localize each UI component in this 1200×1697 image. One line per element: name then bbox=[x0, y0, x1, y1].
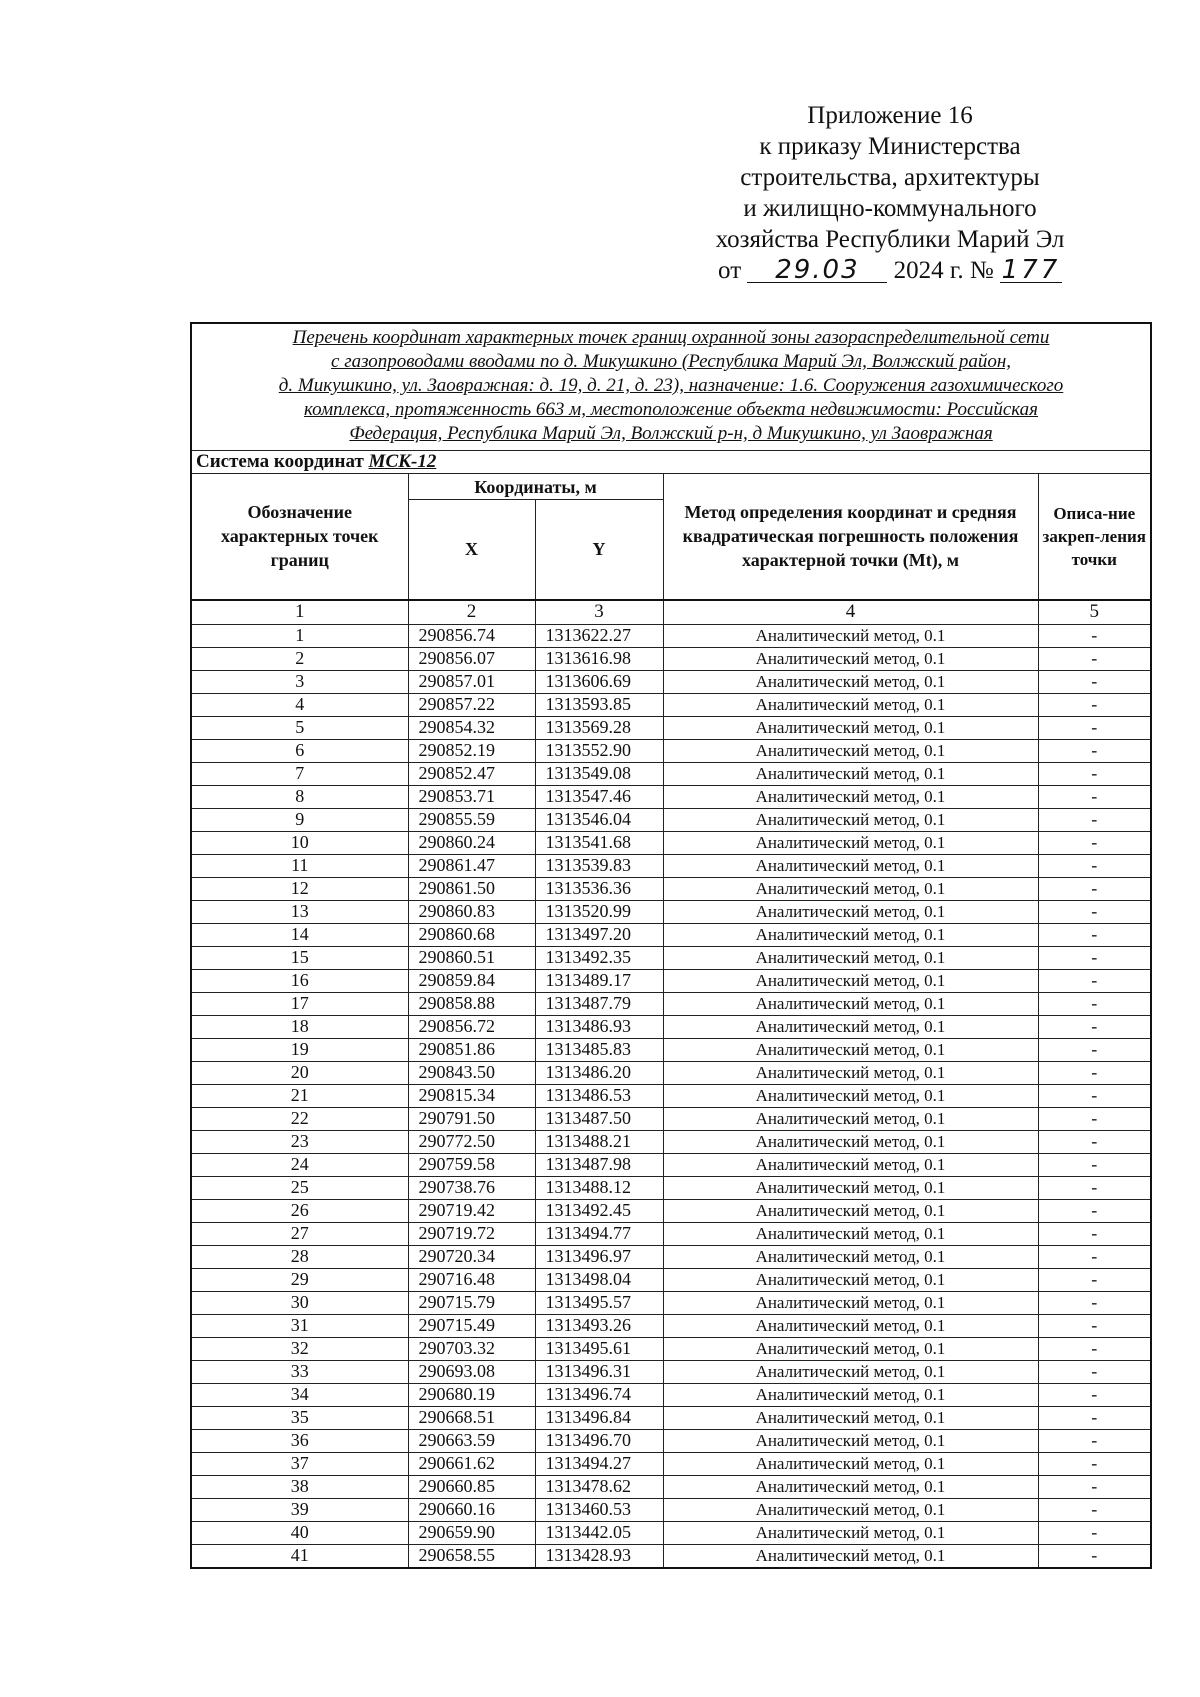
y-coordinate-cell: 1313486.53 bbox=[535, 1084, 663, 1107]
table-row bbox=[191, 1475, 1151, 1498]
table-row bbox=[191, 1038, 1151, 1061]
table-row bbox=[191, 1245, 1151, 1268]
y-coordinate-cell: 1313497.20 bbox=[535, 923, 663, 946]
description-cell: - bbox=[1038, 1498, 1151, 1521]
x-coordinate-cell: 290719.72 bbox=[408, 1222, 535, 1245]
table-row bbox=[191, 900, 1151, 923]
table-row bbox=[191, 1498, 1151, 1521]
description-cell: - bbox=[1038, 1544, 1151, 1568]
y-coordinate-cell: 1313487.50 bbox=[535, 1107, 663, 1130]
header-line-4: и жилищно-коммунального bbox=[743, 195, 1037, 222]
description-cell: - bbox=[1038, 1245, 1151, 1268]
description-cell: - bbox=[1038, 1153, 1151, 1176]
description-cell: - bbox=[1038, 670, 1151, 693]
description-cell: - bbox=[1038, 877, 1151, 900]
x-coordinate-cell: 290772.50 bbox=[408, 1130, 535, 1153]
title-line-2: с газопроводами вводами по д. Микушкино (Республика Марий Эл, Волжский район, bbox=[331, 351, 1012, 372]
method-cell: Аналитический метод, 0.1 bbox=[663, 1107, 1038, 1130]
method-cell: Аналитический метод, 0.1 bbox=[663, 1314, 1038, 1337]
x-coordinate-cell: 290852.47 bbox=[408, 762, 535, 785]
y-coordinate-cell: 1313488.21 bbox=[535, 1130, 663, 1153]
x-coordinate-cell: 290661.62 bbox=[408, 1452, 535, 1475]
point-number-cell: 10 bbox=[191, 831, 408, 854]
description-cell: - bbox=[1038, 1038, 1151, 1061]
description-cell: - bbox=[1038, 1061, 1151, 1084]
x-coordinate-cell: 290858.88 bbox=[408, 992, 535, 1015]
y-coordinate-cell: 1313496.84 bbox=[535, 1406, 663, 1429]
x-coordinate-cell: 290853.71 bbox=[408, 785, 535, 808]
header-description: Описа-ние закреп-ления точки bbox=[1038, 474, 1151, 600]
point-number-cell: 31 bbox=[191, 1314, 408, 1337]
title-line-3: д. Микушкино, ул. Заовражная: д. 19, д. 21, д. 23), назначение: 1.6. Сооружения газохимического bbox=[278, 375, 1064, 396]
method-cell: Аналитический метод, 0.1 bbox=[663, 1291, 1038, 1314]
method-cell: Аналитический метод, 0.1 bbox=[663, 1498, 1038, 1521]
description-cell: - bbox=[1038, 624, 1151, 647]
description-cell: - bbox=[1038, 992, 1151, 1015]
title-line-5: Федерация, Республика Марий Эл, Волжский р-н, д Микушкино, ул Заовражная bbox=[349, 423, 993, 444]
y-coordinate-cell: 1313494.77 bbox=[535, 1222, 663, 1245]
description-cell: - bbox=[1038, 1130, 1151, 1153]
y-coordinate-cell: 1313546.04 bbox=[535, 808, 663, 831]
y-coordinate-cell: 1313487.79 bbox=[535, 992, 663, 1015]
point-number-cell: 35 bbox=[191, 1406, 408, 1429]
point-number-cell: 26 bbox=[191, 1199, 408, 1222]
y-coordinate-cell: 1313496.70 bbox=[535, 1429, 663, 1452]
point-number-cell: 24 bbox=[191, 1153, 408, 1176]
table-row bbox=[191, 923, 1151, 946]
method-cell: Аналитический метод, 0.1 bbox=[663, 1153, 1038, 1176]
x-coordinate-cell: 290815.34 bbox=[408, 1084, 535, 1107]
x-coordinate-cell: 290857.22 bbox=[408, 693, 535, 716]
y-coordinate-cell: 1313488.12 bbox=[535, 1176, 663, 1199]
method-cell: Аналитический метод, 0.1 bbox=[663, 923, 1038, 946]
header-line-3: строительства, архитектуры bbox=[740, 164, 1040, 191]
point-number-cell: 16 bbox=[191, 969, 408, 992]
header-method: Метод определения координат и средняя квадратическая погрешность положения характерной точки (Mt), м bbox=[663, 474, 1038, 600]
table-row bbox=[191, 1544, 1151, 1568]
table-title bbox=[191, 323, 1151, 451]
x-coordinate-cell: 290680.19 bbox=[408, 1383, 535, 1406]
x-coordinate-cell: 290851.86 bbox=[408, 1038, 535, 1061]
x-coordinate-cell: 290860.51 bbox=[408, 946, 535, 969]
column-number-row bbox=[191, 600, 1151, 625]
point-number-cell: 39 bbox=[191, 1498, 408, 1521]
method-cell: Аналитический метод, 0.1 bbox=[663, 1222, 1038, 1245]
y-coordinate-cell: 1313593.85 bbox=[535, 693, 663, 716]
table-row bbox=[191, 1383, 1151, 1406]
x-coordinate-cell: 290857.01 bbox=[408, 670, 535, 693]
table-row bbox=[191, 670, 1151, 693]
description-cell: - bbox=[1038, 1222, 1151, 1245]
y-coordinate-cell: 1313552.90 bbox=[535, 739, 663, 762]
method-cell: Аналитический метод, 0.1 bbox=[663, 900, 1038, 923]
description-cell: - bbox=[1038, 1360, 1151, 1383]
method-cell: Аналитический метод, 0.1 bbox=[663, 670, 1038, 693]
point-number-cell: 3 bbox=[191, 670, 408, 693]
x-coordinate-cell: 290660.85 bbox=[408, 1475, 535, 1498]
method-cell: Аналитический метод, 0.1 bbox=[663, 1452, 1038, 1475]
y-coordinate-cell: 1313486.20 bbox=[535, 1061, 663, 1084]
x-coordinate-cell: 290859.84 bbox=[408, 969, 535, 992]
point-number-cell: 6 bbox=[191, 739, 408, 762]
method-cell: Аналитический метод, 0.1 bbox=[663, 854, 1038, 877]
point-number-cell: 14 bbox=[191, 923, 408, 946]
method-cell: Аналитический метод, 0.1 bbox=[663, 762, 1038, 785]
point-number-cell: 5 bbox=[191, 716, 408, 739]
method-cell: Аналитический метод, 0.1 bbox=[663, 831, 1038, 854]
x-coordinate-cell: 290860.24 bbox=[408, 831, 535, 854]
coordinate-system bbox=[191, 451, 1151, 474]
x-coordinate-cell: 290854.32 bbox=[408, 716, 535, 739]
method-cell: Аналитический метод, 0.1 bbox=[663, 1360, 1038, 1383]
header-coordinates: Координаты, м bbox=[408, 474, 663, 500]
description-cell: - bbox=[1038, 762, 1151, 785]
point-number-cell: 21 bbox=[191, 1084, 408, 1107]
x-coordinate-cell: 290715.79 bbox=[408, 1291, 535, 1314]
table-row bbox=[191, 647, 1151, 670]
header-row-1 bbox=[191, 474, 1151, 500]
x-coordinate-cell: 290856.74 bbox=[408, 624, 535, 647]
title-line-4: комплекса, протяженность 663 м, местоположение объекта недвижимости: Российская bbox=[304, 399, 1039, 420]
table-row bbox=[191, 716, 1151, 739]
y-coordinate-cell: 1313487.98 bbox=[535, 1153, 663, 1176]
y-coordinate-cell: 1313496.97 bbox=[535, 1245, 663, 1268]
description-cell: - bbox=[1038, 1337, 1151, 1360]
point-number-cell: 2 bbox=[191, 647, 408, 670]
table-row bbox=[191, 785, 1151, 808]
table-row bbox=[191, 854, 1151, 877]
point-number-cell: 29 bbox=[191, 1268, 408, 1291]
table-row bbox=[191, 1153, 1151, 1176]
x-coordinate-cell: 290659.90 bbox=[408, 1521, 535, 1544]
point-number-cell: 8 bbox=[191, 785, 408, 808]
description-cell: - bbox=[1038, 854, 1151, 877]
x-coordinate-cell: 290668.51 bbox=[408, 1406, 535, 1429]
point-number-cell: 22 bbox=[191, 1107, 408, 1130]
point-number-cell: 40 bbox=[191, 1521, 408, 1544]
y-coordinate-cell: 1313569.28 bbox=[535, 716, 663, 739]
description-cell: - bbox=[1038, 923, 1151, 946]
description-cell: - bbox=[1038, 1452, 1151, 1475]
point-number-cell: 4 bbox=[191, 693, 408, 716]
method-cell: Аналитический метод, 0.1 bbox=[663, 1015, 1038, 1038]
x-coordinate-cell: 290860.83 bbox=[408, 900, 535, 923]
header-line-5: хозяйства Республики Марий Эл bbox=[715, 226, 1065, 253]
point-number-cell: 27 bbox=[191, 1222, 408, 1245]
y-coordinate-cell: 1313489.17 bbox=[535, 969, 663, 992]
x-coordinate-cell: 290791.50 bbox=[408, 1107, 535, 1130]
point-number-cell: 37 bbox=[191, 1452, 408, 1475]
description-cell: - bbox=[1038, 647, 1151, 670]
point-number-cell: 25 bbox=[191, 1176, 408, 1199]
handwritten-order-number: 177 bbox=[1001, 255, 1061, 285]
y-coordinate-cell: 1313520.99 bbox=[535, 900, 663, 923]
column-number: 2 bbox=[408, 600, 535, 625]
method-cell: Аналитический метод, 0.1 bbox=[663, 647, 1038, 670]
description-cell: - bbox=[1038, 1314, 1151, 1337]
point-number-cell: 7 bbox=[191, 762, 408, 785]
method-cell: Аналитический метод, 0.1 bbox=[663, 969, 1038, 992]
description-cell: - bbox=[1038, 1406, 1151, 1429]
description-cell: - bbox=[1038, 1521, 1151, 1544]
coordinate-system-label: Система координат bbox=[196, 451, 364, 472]
table-row bbox=[191, 877, 1151, 900]
y-coordinate-cell: 1313549.08 bbox=[535, 762, 663, 785]
y-coordinate-cell: 1313442.05 bbox=[535, 1521, 663, 1544]
table-row bbox=[191, 1268, 1151, 1291]
point-number-cell: 12 bbox=[191, 877, 408, 900]
x-coordinate-cell: 290693.08 bbox=[408, 1360, 535, 1383]
header-designation: Обозначение характерных точек границ bbox=[191, 474, 408, 600]
y-coordinate-cell: 1313494.27 bbox=[535, 1452, 663, 1475]
method-cell: Аналитический метод, 0.1 bbox=[663, 739, 1038, 762]
y-coordinate-cell: 1313428.93 bbox=[535, 1544, 663, 1568]
method-cell: Аналитический метод, 0.1 bbox=[663, 1521, 1038, 1544]
description-cell: - bbox=[1038, 1475, 1151, 1498]
x-coordinate-cell: 290660.16 bbox=[408, 1498, 535, 1521]
description-cell: - bbox=[1038, 900, 1151, 923]
coordinate-system-value: МСК-12 bbox=[368, 451, 437, 472]
method-cell: Аналитический метод, 0.1 bbox=[663, 1038, 1038, 1061]
x-coordinate-cell: 290856.07 bbox=[408, 647, 535, 670]
y-coordinate-cell: 1313606.69 bbox=[535, 670, 663, 693]
column-number: 1 bbox=[191, 600, 408, 625]
y-coordinate-cell: 1313493.26 bbox=[535, 1314, 663, 1337]
description-cell: - bbox=[1038, 693, 1151, 716]
y-coordinate-cell: 1313536.36 bbox=[535, 877, 663, 900]
point-number-cell: 34 bbox=[191, 1383, 408, 1406]
description-cell: - bbox=[1038, 1176, 1151, 1199]
y-coordinate-cell: 1313495.57 bbox=[535, 1291, 663, 1314]
y-coordinate-cell: 1313492.35 bbox=[535, 946, 663, 969]
point-number-cell: 38 bbox=[191, 1475, 408, 1498]
document-header bbox=[670, 100, 1110, 286]
y-coordinate-cell: 1313485.83 bbox=[535, 1038, 663, 1061]
table-row bbox=[191, 1199, 1151, 1222]
x-coordinate-cell: 290852.19 bbox=[408, 739, 535, 762]
description-cell: - bbox=[1038, 716, 1151, 739]
column-number: 3 bbox=[535, 600, 663, 625]
point-number-cell: 15 bbox=[191, 946, 408, 969]
handwritten-date: 29.03 bbox=[747, 258, 887, 283]
point-number-cell: 1 bbox=[191, 624, 408, 647]
table-row bbox=[191, 1130, 1151, 1153]
method-cell: Аналитический метод, 0.1 bbox=[663, 1084, 1038, 1107]
x-coordinate-cell: 290759.58 bbox=[408, 1153, 535, 1176]
y-coordinate-cell: 1313616.98 bbox=[535, 647, 663, 670]
point-number-cell: 9 bbox=[191, 808, 408, 831]
y-coordinate-cell: 1313498.04 bbox=[535, 1268, 663, 1291]
table-row bbox=[191, 1360, 1151, 1383]
column-number: 4 bbox=[663, 600, 1038, 625]
header-y: Y bbox=[535, 500, 663, 600]
method-cell: Аналитический метод, 0.1 bbox=[663, 1061, 1038, 1084]
table-row bbox=[191, 808, 1151, 831]
y-coordinate-cell: 1313622.27 bbox=[535, 624, 663, 647]
point-number-cell: 19 bbox=[191, 1038, 408, 1061]
x-coordinate-cell: 290658.55 bbox=[408, 1544, 535, 1568]
y-coordinate-cell: 1313492.45 bbox=[535, 1199, 663, 1222]
description-cell: - bbox=[1038, 1107, 1151, 1130]
coordinate-system-row bbox=[191, 451, 1151, 474]
description-cell: - bbox=[1038, 969, 1151, 992]
method-cell: Аналитический метод, 0.1 bbox=[663, 716, 1038, 739]
table-row bbox=[191, 969, 1151, 992]
description-cell: - bbox=[1038, 1199, 1151, 1222]
x-coordinate-cell: 290855.59 bbox=[408, 808, 535, 831]
description-cell: - bbox=[1038, 946, 1151, 969]
x-coordinate-cell: 290860.68 bbox=[408, 923, 535, 946]
coordinates-table bbox=[190, 322, 1152, 1569]
x-coordinate-cell: 290715.49 bbox=[408, 1314, 535, 1337]
title-line-1: Перечень координат характерных точек границ охранной зоны газораспределительной сети bbox=[292, 327, 1050, 348]
method-cell: Аналитический метод, 0.1 bbox=[663, 693, 1038, 716]
table-row bbox=[191, 762, 1151, 785]
appendix-title: Приложение 16 bbox=[807, 102, 973, 129]
x-coordinate-cell: 290720.34 bbox=[408, 1245, 535, 1268]
table-row bbox=[191, 1429, 1151, 1452]
y-coordinate-cell: 1313495.61 bbox=[535, 1337, 663, 1360]
y-coordinate-cell: 1313496.74 bbox=[535, 1383, 663, 1406]
method-cell: Аналитический метод, 0.1 bbox=[663, 1268, 1038, 1291]
description-cell: - bbox=[1038, 785, 1151, 808]
method-cell: Аналитический метод, 0.1 bbox=[663, 785, 1038, 808]
table-row bbox=[191, 693, 1151, 716]
x-coordinate-cell: 290861.50 bbox=[408, 877, 535, 900]
method-cell: Аналитический метод, 0.1 bbox=[663, 946, 1038, 969]
header-line-2: к приказу Министерства bbox=[759, 133, 1021, 160]
table-row bbox=[191, 831, 1151, 854]
method-cell: Аналитический метод, 0.1 bbox=[663, 808, 1038, 831]
table-row bbox=[191, 1521, 1151, 1544]
method-cell: Аналитический метод, 0.1 bbox=[663, 1475, 1038, 1498]
table-row bbox=[191, 1452, 1151, 1475]
table-row bbox=[191, 739, 1151, 762]
point-number-cell: 30 bbox=[191, 1291, 408, 1314]
x-coordinate-cell: 290663.59 bbox=[408, 1429, 535, 1452]
method-cell: Аналитический метод, 0.1 bbox=[663, 1544, 1038, 1568]
column-number: 5 bbox=[1038, 600, 1151, 625]
y-coordinate-cell: 1313460.53 bbox=[535, 1498, 663, 1521]
x-coordinate-cell: 290861.47 bbox=[408, 854, 535, 877]
order-year: 2024 г. № bbox=[893, 257, 994, 284]
point-number-cell: 28 bbox=[191, 1245, 408, 1268]
method-cell: Аналитический метод, 0.1 bbox=[663, 877, 1038, 900]
header-x: X bbox=[408, 500, 535, 600]
method-cell: Аналитический метод, 0.1 bbox=[663, 1176, 1038, 1199]
y-coordinate-cell: 1313478.62 bbox=[535, 1475, 663, 1498]
table-row bbox=[191, 1176, 1151, 1199]
table-row bbox=[191, 1084, 1151, 1107]
description-cell: - bbox=[1038, 739, 1151, 762]
point-number-cell: 18 bbox=[191, 1015, 408, 1038]
point-number-cell: 13 bbox=[191, 900, 408, 923]
point-number-cell: 20 bbox=[191, 1061, 408, 1084]
description-cell: - bbox=[1038, 1291, 1151, 1314]
description-cell: - bbox=[1038, 1429, 1151, 1452]
y-coordinate-cell: 1313547.46 bbox=[535, 785, 663, 808]
method-cell: Аналитический метод, 0.1 bbox=[663, 1337, 1038, 1360]
method-cell: Аналитический метод, 0.1 bbox=[663, 1406, 1038, 1429]
description-cell: - bbox=[1038, 1383, 1151, 1406]
table-row bbox=[191, 1314, 1151, 1337]
description-cell: - bbox=[1038, 1084, 1151, 1107]
y-coordinate-cell: 1313539.83 bbox=[535, 854, 663, 877]
point-number-cell: 33 bbox=[191, 1360, 408, 1383]
table-title-row bbox=[191, 323, 1151, 451]
table-row bbox=[191, 1222, 1151, 1245]
y-coordinate-cell: 1313496.31 bbox=[535, 1360, 663, 1383]
table-row bbox=[191, 1107, 1151, 1130]
x-coordinate-cell: 290703.32 bbox=[408, 1337, 535, 1360]
point-number-cell: 41 bbox=[191, 1544, 408, 1568]
x-coordinate-cell: 290856.72 bbox=[408, 1015, 535, 1038]
table-row bbox=[191, 624, 1151, 647]
table-row bbox=[191, 992, 1151, 1015]
table-row bbox=[191, 1015, 1151, 1038]
table-row bbox=[191, 946, 1151, 969]
point-number-cell: 17 bbox=[191, 992, 408, 1015]
y-coordinate-cell: 1313541.68 bbox=[535, 831, 663, 854]
table-row bbox=[191, 1291, 1151, 1314]
x-coordinate-cell: 290738.76 bbox=[408, 1176, 535, 1199]
point-number-cell: 36 bbox=[191, 1429, 408, 1452]
method-cell: Аналитический метод, 0.1 bbox=[663, 992, 1038, 1015]
x-coordinate-cell: 290716.48 bbox=[408, 1268, 535, 1291]
point-number-cell: 23 bbox=[191, 1130, 408, 1153]
method-cell: Аналитический метод, 0.1 bbox=[663, 624, 1038, 647]
date-prefix: от bbox=[718, 257, 742, 284]
method-cell: Аналитический метод, 0.1 bbox=[663, 1383, 1038, 1406]
order-date-line bbox=[670, 255, 1110, 286]
y-coordinate-cell: 1313486.93 bbox=[535, 1015, 663, 1038]
description-cell: - bbox=[1038, 808, 1151, 831]
method-cell: Аналитический метод, 0.1 bbox=[663, 1199, 1038, 1222]
description-cell: - bbox=[1038, 831, 1151, 854]
x-coordinate-cell: 290843.50 bbox=[408, 1061, 535, 1084]
method-cell: Аналитический метод, 0.1 bbox=[663, 1245, 1038, 1268]
table-row bbox=[191, 1061, 1151, 1084]
method-cell: Аналитический метод, 0.1 bbox=[663, 1130, 1038, 1153]
description-cell: - bbox=[1038, 1268, 1151, 1291]
point-number-cell: 11 bbox=[191, 854, 408, 877]
description-cell: - bbox=[1038, 1015, 1151, 1038]
x-coordinate-cell: 290719.42 bbox=[408, 1199, 535, 1222]
table-row bbox=[191, 1406, 1151, 1429]
table-row bbox=[191, 1337, 1151, 1360]
method-cell: Аналитический метод, 0.1 bbox=[663, 1429, 1038, 1452]
point-number-cell: 32 bbox=[191, 1337, 408, 1360]
